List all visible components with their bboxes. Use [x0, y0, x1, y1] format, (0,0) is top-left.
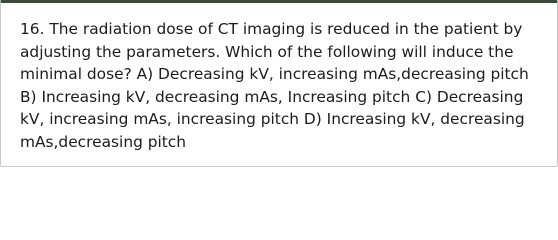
question-text: 16. The radiation dose of CT imaging is reduced in the patient by adjusting the parameters. Which of the following will induce the minimal dose? A) Decreasing kV, increasing mAs,decreasing pitch B) Increasing kV, decreasing mAs, Increasing pitch C) Decreasing kV, increasing mAs, increasing pitch D) Increasing kV, decreasing mAs,decreasing pitch [20, 20, 529, 151]
